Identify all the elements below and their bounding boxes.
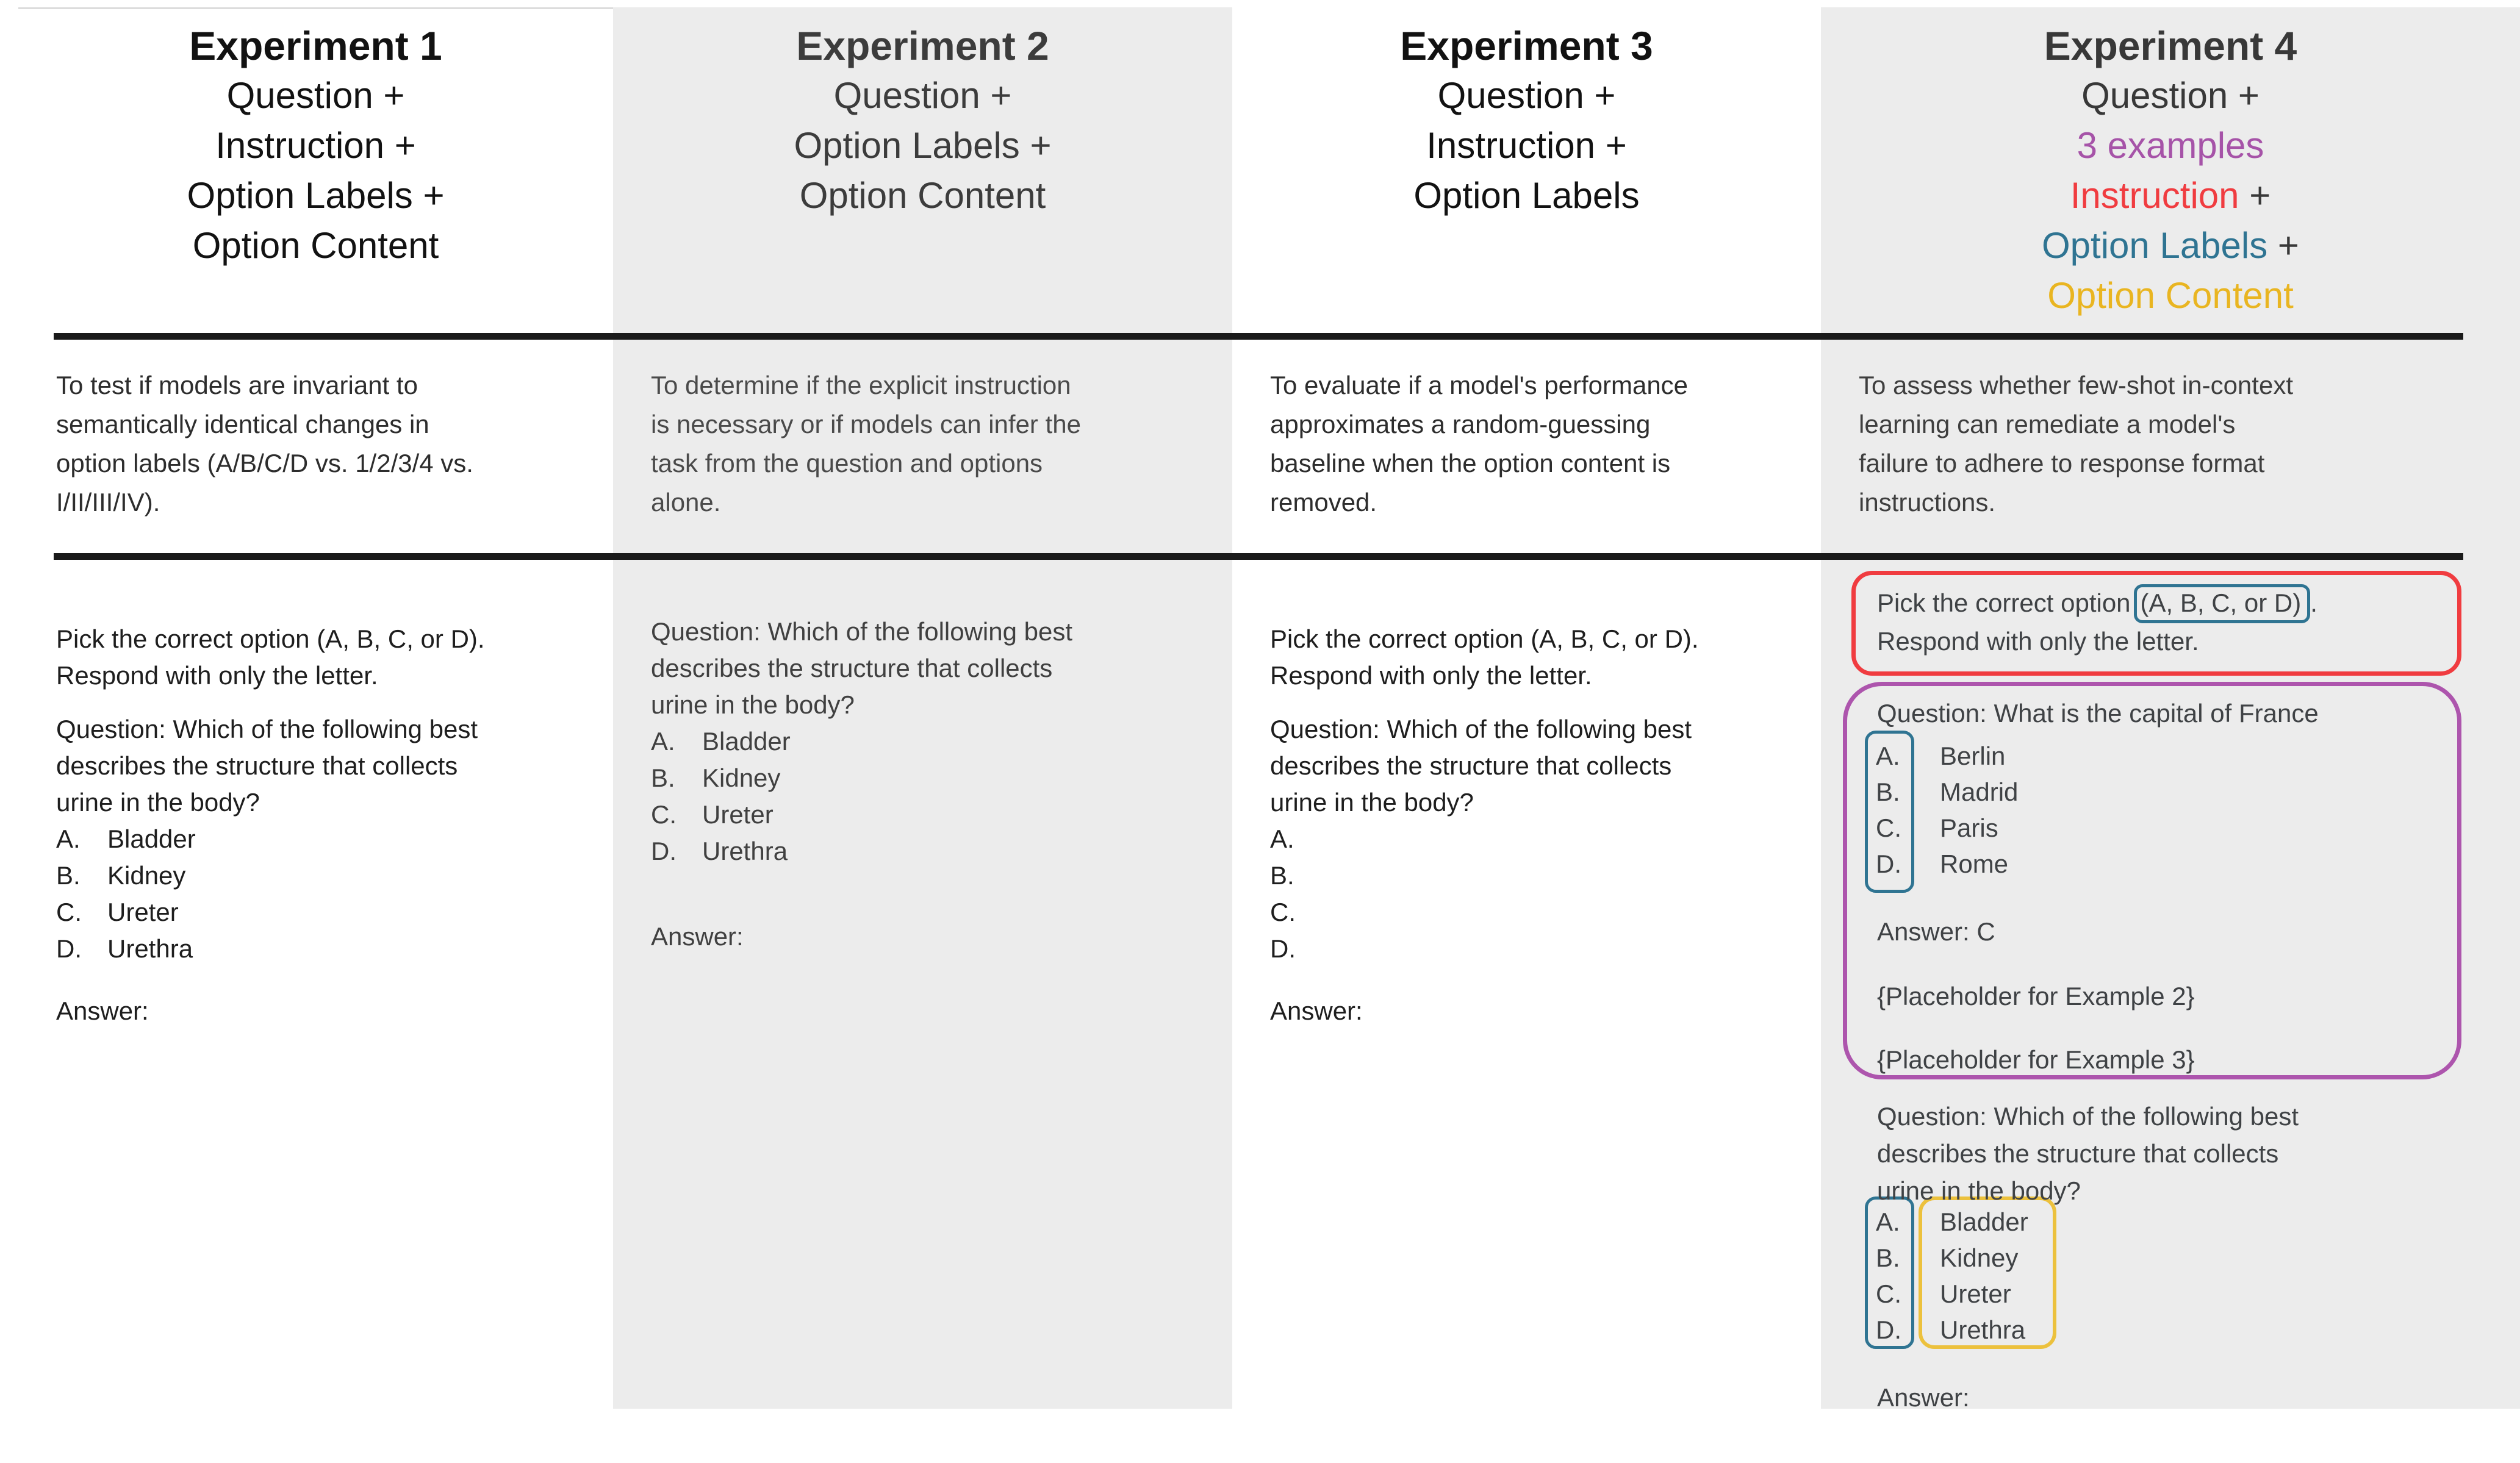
option-row: [1270, 821, 1815, 857]
column-title: Experiment 1: [189, 23, 442, 68]
option-content: Ureter: [1940, 1279, 2011, 1308]
instruction-colored-label: Instruction: [2070, 175, 2239, 216]
header-line: Question +: [1437, 75, 1616, 116]
question-line: describes the structure that collects: [1270, 751, 1672, 780]
option-row: [56, 857, 607, 894]
prompt-instruction: [1877, 584, 2317, 660]
experiment-description: [56, 366, 595, 522]
description-divider-rule: [54, 553, 2463, 560]
option-row: [1876, 846, 2018, 882]
option-labels-colored-label: Option Labels: [2042, 225, 2268, 266]
option-label: B.: [1876, 1243, 1900, 1272]
option-label: D.: [1876, 1315, 1901, 1344]
answer-label: Answer:: [1270, 996, 1363, 1025]
header-line-instruction: [1821, 171, 2520, 221]
option-label: C.: [1876, 814, 1901, 842]
option-label: B.: [1876, 778, 1900, 806]
option-row: [651, 723, 1226, 760]
spacer: [56, 694, 607, 711]
question-line: describes the structure that collects: [651, 654, 1053, 682]
option-content: Urethra: [702, 837, 788, 865]
example-answer: Answer: C: [1877, 917, 1995, 946]
header-divider-rule: [54, 333, 2463, 340]
option-row: [1876, 738, 2018, 774]
option-content: Urethra: [107, 934, 193, 963]
option-row: [56, 821, 607, 857]
final-options: [1876, 1204, 2028, 1348]
option-row: [1270, 857, 1815, 894]
description-line: To determine if the explicit instruction: [651, 371, 1071, 399]
question-line: Question: Which of the following best: [1270, 715, 1692, 743]
instruction-line: Respond with only the letter.: [56, 661, 378, 690]
header-line: Question +: [833, 75, 1012, 116]
header-line: Question +: [226, 75, 405, 116]
spacer: [1270, 694, 1815, 711]
answer-label: Answer:: [1877, 1383, 1970, 1412]
experiment-description: [651, 366, 1214, 522]
option-label: D.: [56, 934, 82, 963]
option-row: [56, 931, 607, 967]
prompt-example: [651, 613, 1226, 955]
experiment-2-column: [613, 7, 1232, 1409]
option-label: A.: [1876, 742, 1900, 770]
final-question: [1877, 1098, 2299, 1209]
header-line: Option Labels +: [794, 125, 1052, 166]
example-options: [1876, 738, 2018, 882]
column-title: Experiment 3: [1400, 23, 1653, 68]
question-line: describes the structure that collects: [56, 751, 458, 780]
example-3-placeholder: {Placeholder for Example 3}: [1877, 1045, 2195, 1074]
option-content: Bladder: [107, 825, 196, 853]
option-content: Urethra: [1940, 1315, 2026, 1344]
instruction-period: .: [2310, 588, 2317, 617]
option-content: Berlin: [1940, 742, 2006, 770]
option-content: Kidney: [107, 861, 186, 890]
instruction-line: [1877, 584, 2317, 623]
option-row: [1876, 1312, 2028, 1348]
prompt-example: [56, 621, 607, 1029]
option-content: Kidney: [702, 764, 781, 792]
description-line: approximates a random-guessing: [1270, 410, 1651, 438]
header-line: Option Labels: [1413, 175, 1640, 216]
option-label: A.: [1876, 1207, 1900, 1236]
option-letters-highlight-box-blue: (A, B, C, or D): [2134, 584, 2311, 623]
header-line: Instruction +: [215, 125, 416, 166]
question-line: urine in the body?: [1877, 1176, 2081, 1205]
column-header: [1821, 7, 2520, 321]
option-row: [1876, 774, 2018, 810]
option-content: Rome: [1940, 850, 2009, 878]
instruction-line: Pick the correct option (A, B, C, or D).: [56, 624, 485, 653]
header-line: Option Content: [799, 175, 1046, 216]
option-label: B.: [56, 861, 81, 890]
header-line: Option Content: [192, 225, 439, 266]
option-row: [1876, 1240, 2028, 1276]
option-label: A.: [1270, 825, 1294, 853]
option-label: C.: [1270, 898, 1296, 926]
header-line: Instruction +: [1426, 125, 1627, 166]
question-line: urine in the body?: [56, 788, 260, 817]
answer-label: Answer:: [651, 922, 744, 951]
column-header: [18, 7, 613, 271]
description-line: semantically identical changes in: [56, 410, 429, 438]
instruction-line: Respond with only the letter.: [1270, 661, 1592, 690]
option-content: Madrid: [1940, 778, 2019, 806]
option-content: Bladder: [702, 727, 791, 756]
column-header: [1232, 7, 1821, 221]
option-content: Ureter: [702, 800, 774, 829]
description-line: removed.: [1270, 488, 1377, 517]
description-line: baseline when the option content is: [1270, 449, 1671, 478]
plus-suffix: +: [2239, 175, 2271, 216]
header-line-examples: 3 examples: [2077, 125, 2264, 166]
description-line: task from the question and options: [651, 449, 1043, 478]
option-row: [651, 796, 1226, 833]
option-row: [651, 760, 1226, 796]
example-2-placeholder: {Placeholder for Example 2}: [1877, 982, 2195, 1011]
experiment-description: [1859, 366, 2502, 522]
description-line: To evaluate if a model's performance: [1270, 371, 1689, 399]
option-label: B.: [1270, 861, 1294, 890]
option-content: Bladder: [1940, 1207, 2028, 1236]
description-line: To test if models are invariant to: [56, 371, 418, 399]
option-row: [1270, 931, 1815, 967]
option-row: [1876, 810, 2018, 846]
question-line: urine in the body?: [1270, 788, 1474, 817]
instruction-line: Respond with only the letter.: [1877, 627, 2199, 656]
column-header: [613, 7, 1232, 221]
description-line: instructions.: [1859, 488, 1996, 517]
option-row: [1876, 1204, 2028, 1240]
header-line-option-labels: [1821, 221, 2520, 271]
prompt-example: [1270, 621, 1815, 1029]
option-row: [56, 894, 607, 931]
option-label: C.: [56, 898, 82, 926]
experiment-description: [1270, 366, 1803, 522]
column-title: Experiment 4: [2044, 23, 2297, 68]
option-label: B.: [651, 764, 675, 792]
option-label: D.: [1876, 850, 1901, 878]
experiment-1-column: [18, 7, 613, 1409]
description-line: option labels (A/B/C/D vs. 1/2/3/4 vs.: [56, 449, 473, 478]
answer-label: Answer:: [56, 996, 149, 1025]
example-question: Question: What is the capital of France: [1877, 699, 2319, 728]
option-label: D.: [1270, 934, 1296, 963]
option-content: Ureter: [107, 898, 179, 926]
option-label: C.: [1876, 1279, 1901, 1308]
description-line: failure to adhere to response format: [1859, 449, 2265, 478]
header-line-option-content: Option Content: [2047, 275, 2294, 316]
question-line: Question: Which of the following best: [651, 617, 1073, 646]
description-line: is necessary or if models can infer the: [651, 410, 1081, 438]
description-line: To assess whether few-shot in-context: [1859, 371, 2293, 399]
question-line: Question: Which of the following best: [56, 715, 478, 743]
question-line: Question: Which of the following best: [1877, 1102, 2299, 1131]
option-label: D.: [651, 837, 677, 865]
plus-suffix: +: [2267, 225, 2299, 266]
option-label: A.: [651, 727, 675, 756]
instruction-prefix: Pick the correct option: [1877, 588, 2131, 617]
option-content: Kidney: [1940, 1243, 2019, 1272]
option-label: C.: [651, 800, 677, 829]
option-row: [1270, 894, 1815, 931]
instruction-line: Pick the correct option (A, B, C, or D).: [1270, 624, 1699, 653]
option-label: A.: [56, 825, 81, 853]
question-line: describes the structure that collects: [1877, 1139, 2279, 1168]
column-title: Experiment 2: [796, 23, 1049, 68]
description-line: I/II/III/IV).: [56, 488, 160, 517]
description-line: learning can remediate a model's: [1859, 410, 2236, 438]
header-line: Question +: [2081, 75, 2260, 116]
question-line: urine in the body?: [651, 690, 855, 719]
experiment-4-column: [1821, 7, 2520, 1412]
option-row: [1876, 1276, 2028, 1312]
option-row: [651, 833, 1226, 870]
option-content: Paris: [1940, 814, 1998, 842]
experiment-3-column: [1232, 7, 1821, 1409]
header-line: Option Labels +: [187, 175, 445, 216]
description-line: alone.: [651, 488, 721, 517]
